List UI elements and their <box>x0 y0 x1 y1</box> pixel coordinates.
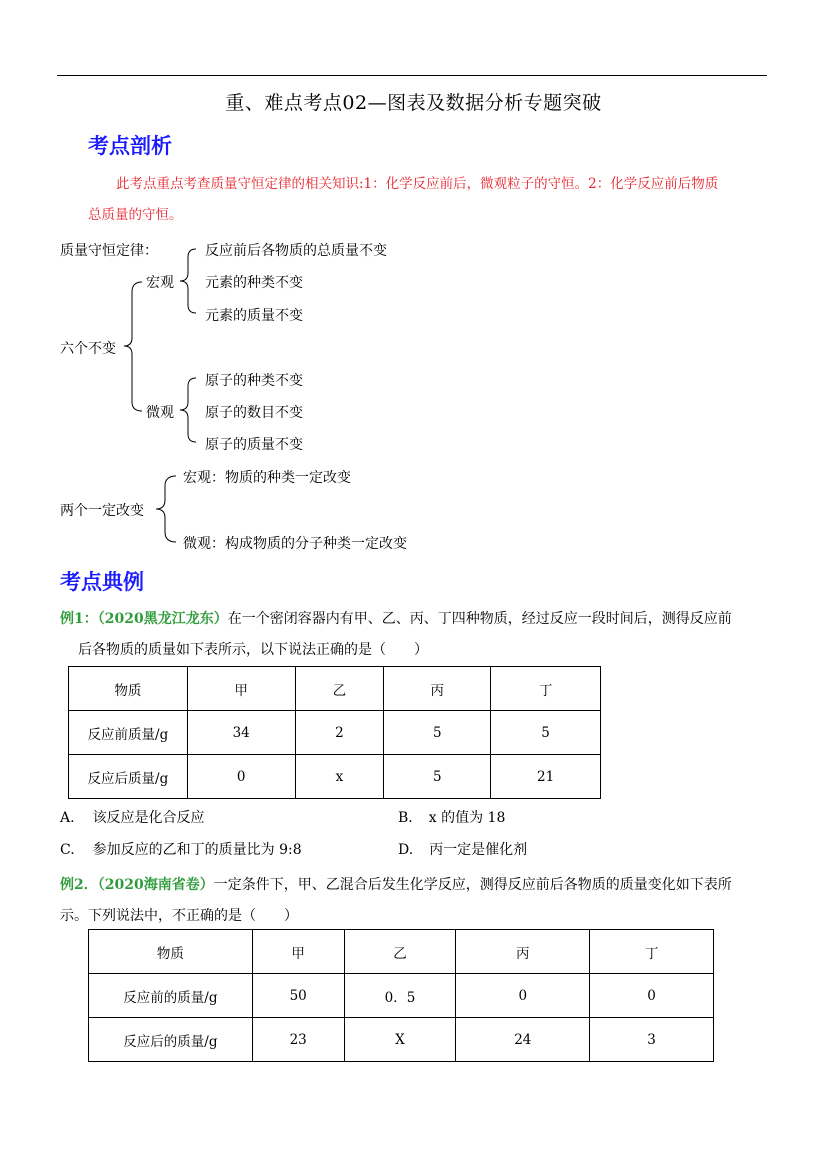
six-brace <box>124 282 142 411</box>
example1-question-line2: 后各物质的质量如下表所示，以下说法正确的是（ ） <box>78 642 428 658</box>
table-cell: 丙 <box>384 667 491 711</box>
table-cell: 0 <box>456 974 590 1018</box>
table-cell: 0 <box>187 755 295 799</box>
macro-brace <box>180 249 196 313</box>
example1-label: 例1：（2020黑龙江龙东） <box>60 611 228 627</box>
table-cell: 反应前质量/g <box>69 711 188 755</box>
option-text: 丙一定是催化剂 <box>429 842 528 858</box>
table-row <box>89 1018 714 1062</box>
option-text: x 的值为 18 <box>428 810 506 826</box>
table-header-row <box>89 930 714 974</box>
example1-text: 在一个密闭容器内有甲、乙、丙、丁四种物质，经过反应一段时间后，测得反应前 <box>227 611 732 627</box>
table-cell: 物质 <box>69 667 188 711</box>
option-b <box>398 807 505 827</box>
option-text: 该反应是化合反应 <box>92 810 205 826</box>
micro-item: 原子的质量不变 <box>205 437 303 453</box>
example1-table <box>68 666 601 799</box>
table-cell: x <box>295 755 384 799</box>
intro-line-2: 总质量的守恒。 <box>88 207 183 223</box>
table-row <box>69 755 601 799</box>
two-item: 微观：构成物质的分子种类一定改变 <box>183 536 407 552</box>
table-cell: 甲 <box>187 667 295 711</box>
option-key: B. <box>398 810 413 826</box>
micro-label: 微观 <box>146 405 174 421</box>
table-cell: 0．5 <box>344 974 456 1018</box>
table-cell: 丙 <box>456 930 590 974</box>
table-cell: 23 <box>252 1018 344 1062</box>
table-cell: 甲 <box>252 930 344 974</box>
option-a <box>60 807 205 827</box>
table-cell: 5 <box>491 711 601 755</box>
table-cell: 反应前的质量/g <box>89 974 253 1018</box>
table-cell: 反应后的质量/g <box>89 1018 253 1062</box>
table-cell: 0 <box>590 974 714 1018</box>
option-d <box>398 839 527 859</box>
table-cell: 物质 <box>89 930 253 974</box>
micro-item: 原子的数目不变 <box>205 405 303 421</box>
two-label: 两个一定改变 <box>60 503 144 519</box>
example2-question-line2: 示。下列说法中，不正确的是（ ） <box>60 908 298 924</box>
table-cell: X <box>344 1018 456 1062</box>
table-cell: 乙 <box>295 667 384 711</box>
example2-label: 例2．（2020海南省卷） <box>60 877 214 893</box>
six-label: 六个不变 <box>60 341 116 357</box>
example2-question-line1 <box>60 874 732 894</box>
table-cell: 21 <box>491 755 601 799</box>
macro-item: 反应前后各物质的总质量不变 <box>205 243 387 259</box>
example2-table <box>88 929 714 1062</box>
table-cell: 5 <box>384 755 491 799</box>
micro-brace <box>180 378 196 442</box>
option-key: C. <box>60 842 75 858</box>
root-label: 质量守恒定律： <box>60 243 158 259</box>
option-text: 参加反应的乙和丁的质量比为 9:8 <box>92 842 302 858</box>
two-item: 宏观：物质的种类一定改变 <box>183 470 351 486</box>
table-row <box>69 711 601 755</box>
section-heading-examples: 考点典例 <box>60 570 144 594</box>
macro-item: 元素的种类不变 <box>205 275 303 291</box>
table-cell: 34 <box>187 711 295 755</box>
table-row <box>89 974 714 1018</box>
macro-label: 宏观 <box>146 275 174 291</box>
example1-question-line1 <box>60 608 732 628</box>
example2-text: 一定条件下，甲、乙混合后发生化学反应，测得反应前后各物质的质量变化如下表所 <box>213 877 732 893</box>
table-cell: 50 <box>252 974 344 1018</box>
table-cell: 2 <box>295 711 384 755</box>
macro-item: 元素的质量不变 <box>205 308 303 324</box>
table-cell: 24 <box>456 1018 590 1062</box>
table-cell: 乙 <box>344 930 456 974</box>
option-key: D. <box>398 842 414 858</box>
two-brace <box>156 476 176 542</box>
option-key: A. <box>60 810 75 826</box>
table-cell: 丁 <box>590 930 714 974</box>
section-heading-analysis: 考点剖析 <box>88 134 172 158</box>
table-cell: 反应后质量/g <box>69 755 188 799</box>
table-cell: 5 <box>384 711 491 755</box>
page-title: 重、难点考点02—图表及数据分析专题突破 <box>225 92 602 114</box>
table-header-row <box>69 667 601 711</box>
table-cell: 丁 <box>491 667 601 711</box>
option-c <box>60 839 302 859</box>
table-cell: 3 <box>590 1018 714 1062</box>
intro-line-1: 此考点重点考查质量守恒定律的相关知识:1：化学反应前后，微观粒子的守恒。2：化学反应前后物质 <box>116 176 719 192</box>
micro-item: 原子的种类不变 <box>205 373 303 389</box>
